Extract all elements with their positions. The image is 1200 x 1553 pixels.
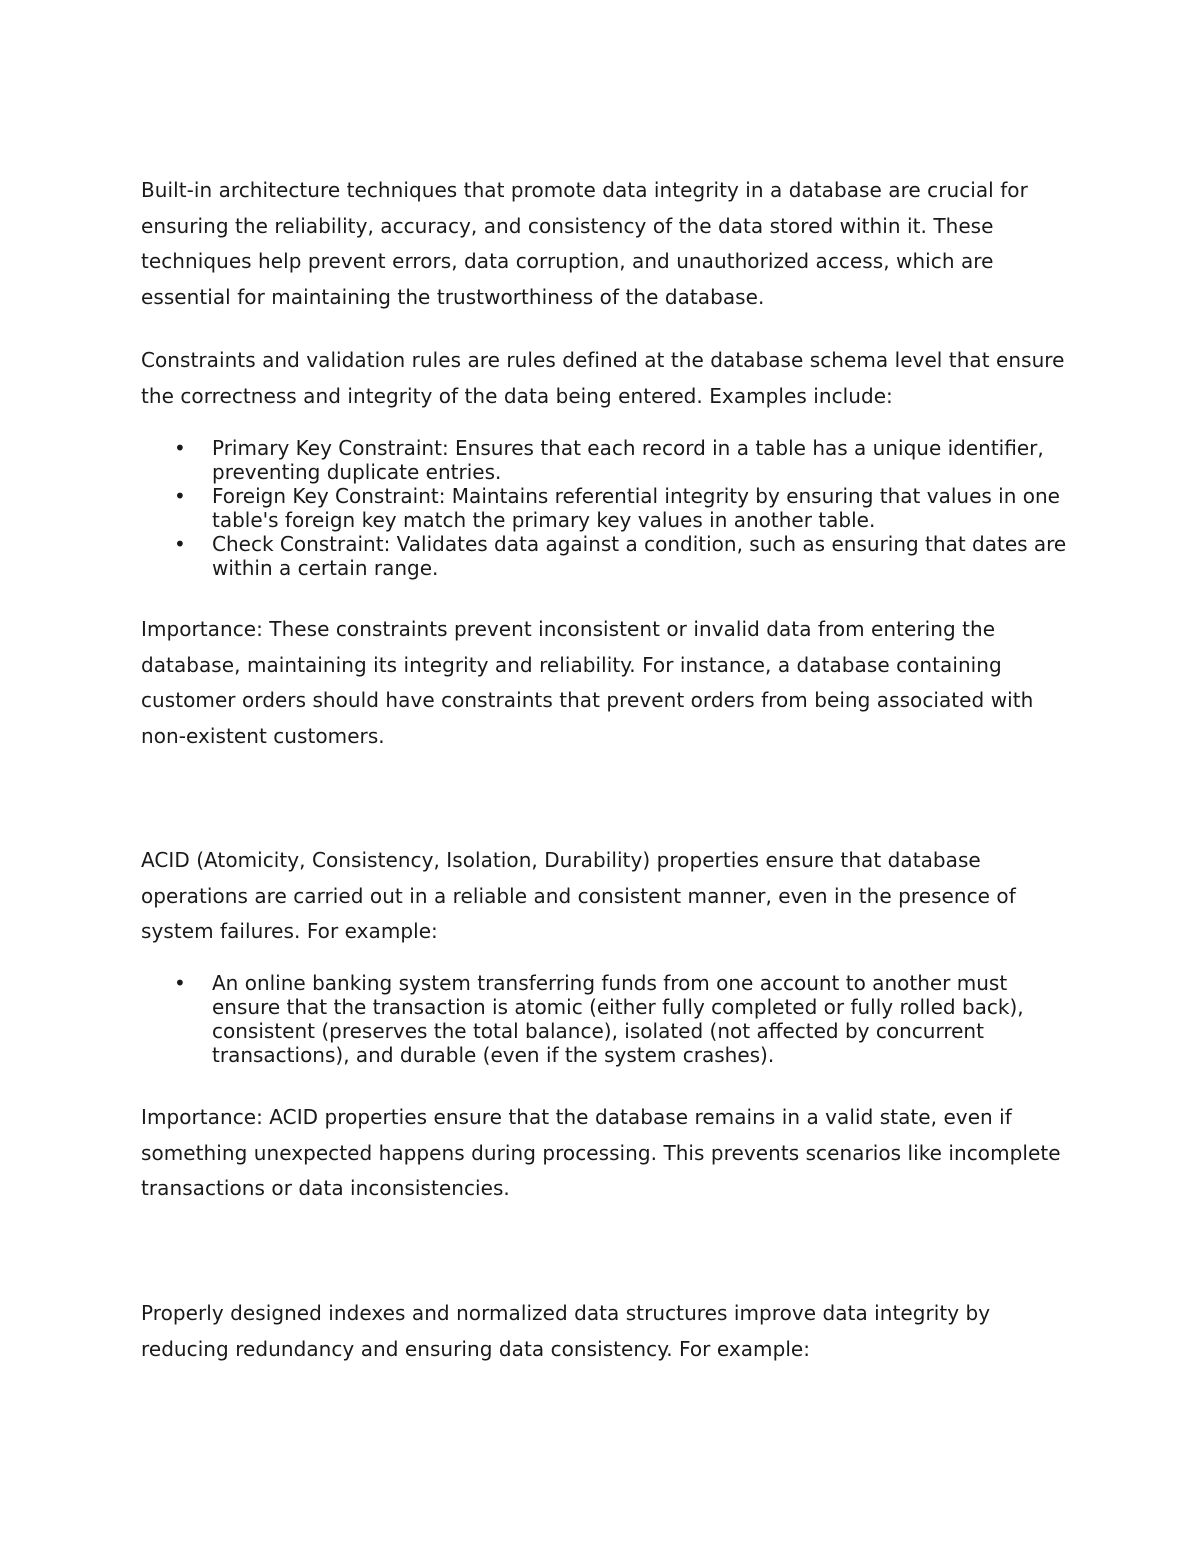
acid-example-list xyxy=(141,971,1071,1067)
constraints-paragraph: Constraints and validation rules are rules defined at the database schema level that ensure the correctness and integrity of the data being entered. Examples include: xyxy=(141,348,1065,408)
acid-paragraph: ACID (Atomicity, Consistency, Isolation, Durability) properties ensure that database operations are carried out in a reliable and consistent manner, even in the presence of system failures. For example: xyxy=(141,848,1016,943)
bullet-icon: • xyxy=(174,532,186,556)
list-item-foreign-key xyxy=(141,484,1071,532)
constraints-importance-paragraph: Importance: These constraints prevent inconsistent or invalid data from entering the database, maintaining its integrity and reliability. For instance, a database containing customer orders should have constraints that prevent orders from being associated with non-existent customers. xyxy=(141,617,1034,748)
bullet-icon: • xyxy=(174,484,186,508)
list-item-text: An online banking system transferring funds from one account to another must ensure that the transaction is atomic (either fully completed or fully rolled back), consistent (preserves the total balance), isolated (not affected by concurrent transactions), and durable (even if the system crashes). xyxy=(212,971,1024,1067)
intro-paragraph: Built-in architecture techniques that promote data integrity in a database are crucial for ensuring the reliability, accuracy, and consistency of the data stored within it. These techniques help prevent errors, data corruption, and unauthorized access, which are essential for maintaining the trustworthiness of the database. xyxy=(141,178,1028,309)
constraints-list xyxy=(141,436,1071,580)
bullet-icon: • xyxy=(174,436,186,460)
acid-importance-paragraph: Importance: ACID properties ensure that the database remains in a valid state, even if something unexpected happens during processing. This prevents scenarios like incomplete transactions or data inconsistencies. xyxy=(141,1105,1061,1200)
bullet-icon: • xyxy=(174,971,186,995)
list-item-text: Check Constraint: Validates data against a condition, such as ensuring that dates are within a certain range. xyxy=(212,532,1067,580)
list-item-text: Primary Key Constraint: Ensures that each record in a table has a unique identifier, preventing duplicate entries. xyxy=(212,436,1044,484)
indexes-paragraph: Properly designed indexes and normalized data structures improve data integrity by reducing redundancy and ensuring data consistency. For example: xyxy=(141,1301,991,1361)
list-item-check-constraint xyxy=(141,532,1071,580)
list-item-banking-example xyxy=(141,971,1071,1067)
list-item-text: Foreign Key Constraint: Maintains referential integrity by ensuring that values in one table's foreign key match the primary key values in another table. xyxy=(212,484,1060,532)
list-item-primary-key xyxy=(141,436,1071,484)
